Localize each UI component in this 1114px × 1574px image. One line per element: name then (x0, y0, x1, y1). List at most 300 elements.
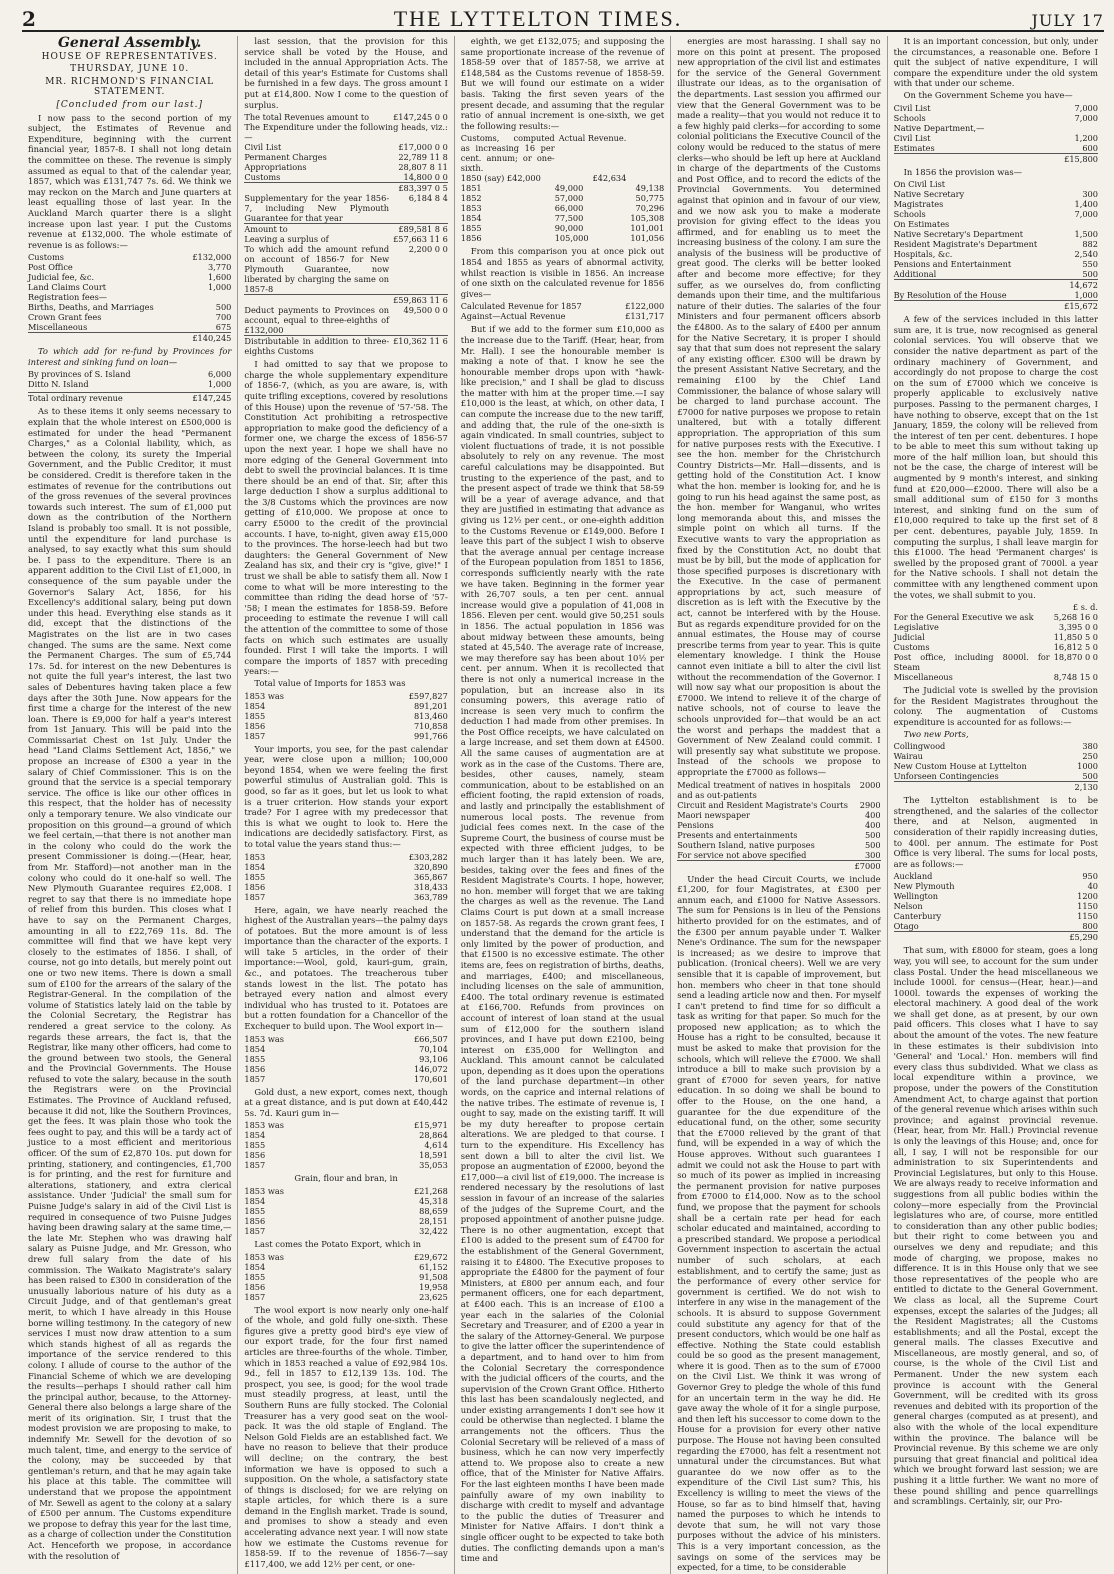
table-value: 800 (1082, 921, 1098, 932)
wool-table (244, 1034, 447, 1084)
table-value: 22,789 11 8 (398, 152, 448, 163)
table-value: 700 (215, 312, 232, 323)
table-row (244, 1226, 447, 1236)
table-row (28, 302, 231, 312)
table-row (244, 162, 447, 172)
table-value: £132,000 (192, 252, 232, 263)
table-header: Actual Revenue. (558, 133, 627, 144)
table-value: 16,812 5 0 (1053, 642, 1098, 653)
table-label: New Custom House at Lyttelton (893, 761, 1027, 772)
table-value: £89,581 8 6 (389, 224, 448, 235)
table-value: 50,775 (635, 193, 665, 204)
table-label: Miscellaneous (28, 322, 88, 333)
table-label: Land Claims Court (28, 282, 107, 293)
table-value: 6,000 (207, 369, 232, 380)
table-caption: Grain, flour and bran, in (294, 1173, 398, 1184)
table-label: For the General Executive we ask (893, 612, 1034, 623)
table-label: Civil List (893, 132, 931, 143)
table-row (244, 1074, 447, 1084)
table-row (244, 1160, 447, 1170)
table-value: 600 (1082, 142, 1098, 153)
column-1 (22, 36, 238, 1574)
table-row (894, 209, 1098, 219)
table-value: 88,659 (419, 1206, 448, 1216)
issue-date: JULY 17 (1031, 11, 1104, 30)
paragraph: The wool export is now nearly only one-half of the whole, and gold fully one-sixth. These figures give a pretty good bird's eye view of our export trade, for the four first named articles are three-fourths of the whole. Timber, which in 1853 reached a value of £92,984 10s. 9d., fell in 1857 to £12,139 13s. 10d. The prospect, you see, is good; for the wool trade must steadily progress, at least, until the Southern Runs are fully stocked. The Colonial Treasurer has a very good seat on the wool-pack. It was the old staple of England. The Nelson Gold Fields are an established fact. We have no reason to believe that their produce will decline; on the contrary, the best information we have is opposed to such a supposition. On the whole, a satisfactory state of things is disclosed; for we are relying on staple articles, for which there is a sure demand in the English market. Trade is sound, and promises to show a steady and even accelerating advance next year. I will now state how we estimate the Customs revenue for 1858-59. If to the revenue of 1856-7—say £117,400, we add 12½ per cent, or one- (244, 1304, 448, 1569)
table-label: Hospitals, &c. (893, 249, 953, 260)
table-label: 105,000 (554, 233, 589, 244)
table-label: Otago (893, 921, 919, 932)
table-value: 1,500 (1074, 229, 1098, 240)
table-label: 1856 (244, 1150, 266, 1161)
table-label: Additional (893, 269, 937, 280)
table-value: 891,201 (413, 700, 448, 711)
table-row (244, 1272, 447, 1282)
table-row (244, 142, 447, 152)
table-value: 1,000 (1074, 290, 1098, 301)
table-label: 1850 (say) £42,000 (460, 173, 541, 184)
table-value: 11,850 5 0 (1053, 632, 1098, 643)
table-value: 61,152 (419, 1261, 448, 1272)
table-units: £ s. d. (1072, 602, 1098, 613)
table-row (894, 143, 1098, 154)
table-value: 23,625 (419, 1291, 448, 1302)
table-label: Judicial (893, 632, 925, 643)
table-label: Maori newspaper (677, 809, 750, 820)
table-row (28, 292, 231, 302)
table-value: 500 (215, 302, 232, 313)
table-row (894, 199, 1098, 209)
table-label: Pensions and Entertainment (893, 259, 1012, 270)
table-row (244, 1216, 447, 1226)
table-value: 19,958 (419, 1281, 448, 1292)
imports-table (244, 691, 447, 741)
section-heading: General Assembly. (57, 35, 202, 51)
table-label: 90,000 (554, 223, 584, 234)
table-value: 2000 (859, 779, 881, 790)
table-label: 1855 (244, 871, 266, 882)
table-row (244, 1044, 447, 1054)
table-value: 400 (864, 809, 881, 820)
table-label: Leaving a surplus of (244, 234, 329, 245)
table-label: 1855 (460, 223, 482, 234)
table-value: 300 (1082, 189, 1098, 200)
table-row (894, 771, 1098, 782)
article-columns (22, 35, 1104, 1573)
table-value: 40 (1087, 881, 1098, 892)
table-row (461, 173, 664, 183)
table-row (677, 850, 880, 861)
table-label: Civil List (893, 102, 931, 113)
table-value: 70,296 (635, 203, 665, 214)
table-label: 1853 (244, 851, 266, 862)
revenue-total: £140,245 (179, 333, 231, 344)
table-row (894, 652, 1098, 672)
table-label: 77,500 (554, 213, 584, 224)
table-label: 1857 (244, 1160, 266, 1171)
executive-votes-table (894, 602, 1098, 682)
column-3 (455, 36, 671, 1574)
table-label: 1854 (244, 700, 266, 711)
table-row (244, 1252, 447, 1262)
table-row (244, 862, 447, 872)
table-label: Miscellaneous (893, 672, 953, 683)
table-row (244, 1064, 447, 1074)
table-label: Native Secretary (893, 189, 965, 200)
table-label: 1857 (244, 1226, 266, 1236)
table-label: 1855 (244, 710, 266, 721)
session-date: THURSDAY, JUNE 10. (70, 64, 190, 75)
table-row (894, 189, 1098, 199)
table-row (894, 219, 1098, 229)
table-label: 1854 (460, 213, 482, 224)
table-value: 250 (1082, 751, 1098, 762)
table-label: 1854 (244, 1130, 266, 1141)
table-value: 1,200 (1074, 132, 1098, 143)
table-value: £17,000 0 0 (398, 142, 448, 153)
table-value: 32,422 (419, 1226, 448, 1236)
paragraph: The Judicial vote is swelled by the provision for the Resident Magistrates throughout the colony. The augmentation of Customs expenditure is accounted for as follows:— (893, 685, 1098, 727)
table-value: £147,245 0 0 (393, 112, 448, 123)
table-row (677, 800, 880, 810)
table-label: Schools (893, 112, 926, 123)
table-label: On Civil List (893, 179, 946, 190)
table-row (244, 882, 447, 892)
native-appropriation-table (677, 780, 880, 871)
table-row (461, 311, 664, 321)
table-label: 1854 (244, 1261, 266, 1272)
table-row (244, 172, 447, 183)
table-value: 1150 (1077, 911, 1098, 922)
table-value: 320,890 (413, 861, 448, 872)
surplus-table (244, 112, 447, 356)
table-row (244, 1282, 447, 1292)
table-row (894, 881, 1098, 891)
table-value: 14,800 0 0 (403, 172, 448, 183)
ordinary-label: Total ordinary revenue (28, 393, 168, 404)
table-label: Customs (28, 252, 64, 263)
table-value: £15,971 (413, 1120, 448, 1131)
table-label: 1854 (244, 1196, 266, 1206)
table-value: 1,000 (207, 282, 232, 293)
paragraph: It is an important concession, but only, under the circumstances, a reasonable one. Before I quit the subject of native expenditure, I will compare the expenditure under the old system with that under our scheme. (893, 36, 1098, 89)
provision-1856-table (894, 179, 1098, 311)
table-value: 813,460 (413, 710, 448, 721)
table-row (894, 229, 1098, 239)
table-row (461, 213, 664, 223)
table-value: 35,053 (419, 1160, 448, 1171)
table-value: 28,807 8 11 (398, 162, 448, 173)
table-value: 300 (864, 849, 881, 860)
table-label: Births, Deaths, and Marriages (28, 302, 154, 313)
table-row (244, 892, 447, 902)
paragraph: That sum, with £8000 for steam, goes a long way, you will see, to account for the sum under class Postal. Under the head miscellaneous we include 1000l. for census—(Hear, hear.)—and 1000l. towards the expenses of working the electoral machinery. A good deal of the work we shall get done, as at present, by our own paid officers. This closes what I have to say about the amount of the votes. The new feature in these estimates is their subdivision into 'General' and 'Local.' Hon. members will find every class thus subdivided. What we class as local expenditure within a province, we propose, under the powers of the Constitution Amendment Act, to charge against that portion of the general revenue which arises within such province; and against provincial revenue. (Hear, hear, from Mr. Hall.) Provincial revenue is only the leavings of this House; and, once for all, I say, I will not be responsible for our administration to six Superintendents and Provincial Legislatures, but only to this House. We are always ready to receive information and suggestions from all public bodies within the colony—more especially from the Provincial legislatures who are, of course, more entitled to consideration than any other public bodies; but their right to come between you and ourselves we deny and repudiate; and this mode of charging, we propose, makes no difference. It is in this House only that we see those representatives of the people who are entitled to dictate to the General Government. We class as local, all the Supreme Court expenses, except the salaries of the Judges; all the Resident Magistrates; all the Customs establishments; and all the Postal, except the general mails. The classes Executive and Miscellaneous, are mostly general, and so, of course, is the whole of the Civil List and Permanent. Under the new system each province is account with the General Government, will be credited with its gross revenues and debited with its proportion of the general charges (computed as at present), and also with the whole of the local expenditure within the province. The balance will be Provincial revenue. By this scheme we are only pursuing that great financial and political idea which we brought forward last session; we are pushing it a little further. We want no more of these pound shilling and pence quarrellings and scramblings. Certainly, sir, our Pro- (893, 945, 1098, 1507)
table-label: Civil List (244, 142, 282, 153)
table-row (894, 751, 1098, 761)
table-row (894, 672, 1098, 682)
table-value: 2,540 (1074, 249, 1098, 260)
table-value: 3,770 (207, 262, 232, 273)
table-value: £597,827 (408, 690, 448, 701)
table-label: Southern Island, native purposes (677, 839, 815, 850)
table-value: 1200 (1077, 891, 1098, 902)
table-value: 2,200 0 0 (408, 244, 448, 255)
table-row (244, 1130, 447, 1140)
table-value: £15,672 (1055, 301, 1098, 312)
table-label: 1851 (460, 183, 482, 194)
table-label: Registration fees— (28, 292, 107, 303)
ordinary-total: £147,245 (168, 393, 232, 404)
table-row (244, 1120, 447, 1130)
table-value: 500 (1082, 269, 1098, 280)
house-heading: HOUSE OF REPRESENTATIVES. (41, 51, 218, 62)
table-value: 28,151 (419, 1216, 448, 1226)
table-value (1055, 219, 1098, 229)
grain-table (244, 1186, 447, 1236)
table-label: Post office, including 8000l. for Steam (893, 652, 1050, 673)
table-row (894, 133, 1098, 143)
table-row (244, 1140, 447, 1150)
table-value (1038, 123, 1098, 133)
table-row (244, 691, 447, 701)
table-label: Schools (893, 209, 926, 220)
table-value: 950 (1082, 871, 1098, 882)
paragraph: The Lyttelton establishment is to be strengthened, and the salaries of the collector there, and at Nelson, augmented in consideration of their rapidly increasing duties, to 400l. per annum. The estimate for Post Office is very liberal. The sums for local posts, are as follows:— (893, 795, 1098, 869)
table-value: 1,400 (1074, 199, 1098, 210)
table-row (461, 183, 664, 193)
table-label: 1855 (244, 1206, 266, 1216)
table-row (894, 911, 1098, 921)
table-value: £131,717 (625, 311, 665, 322)
table-row (894, 103, 1098, 113)
table-label: The total Revenues amount to (244, 112, 370, 123)
table-value: £122,000 (625, 301, 665, 312)
table-value: 4,614 (424, 1140, 448, 1151)
table-label: 1856 (244, 1063, 266, 1074)
table-label: On Estimates (893, 219, 950, 230)
table-value: £66,507 (413, 1033, 448, 1044)
table-value: £57,663 11 6 (393, 234, 448, 245)
table-row (28, 272, 231, 282)
table-caption: Total value of Imports for 1853 was (254, 677, 406, 688)
table-row (461, 193, 664, 203)
table-value: 550 (1082, 259, 1098, 270)
table-label: To which add the amount refund on account of 1856-7 for New Plymouth Guarantee, now liberated by charging the same on 1857-8 (244, 244, 390, 295)
table-value: 6,184 8 4 (408, 193, 448, 204)
page-number: 2 (22, 7, 36, 31)
table-label: Resident Magistrate's Department (893, 239, 1038, 250)
table-label: 1852 (460, 193, 482, 204)
table-row (894, 249, 1098, 259)
table-value: 2900 (859, 799, 881, 810)
speech-title: MR. RICHMOND'S FINANCIAL STATEMENT. (45, 76, 215, 98)
table-value: 380 (1082, 741, 1098, 752)
paragraph: eighth, we get £132,075; and supposing the same proportionate increase of the revenue of 1858-59 over that of 1857-58, we arrive at £148,584 as the Customs revenue of 1858-59. But we will found our estimate on a wider basis. Taking the first seven years of the present decade, and assuming that the regular ratio of annual increment is one-sixth, we get the following results:— (460, 36, 665, 131)
paragraph: Under the head Circuit Courts, we include £1,200, for four Magistrates, at £300 per annum each, and £1000 for Native Assessors. The sum for Pensions is in lieu of the Pensions hitherto provided for on the estimates, and of the £300 per annum payable under T. Walker Nene's Ordinance. The sum for the newspaper is increased; as we desire to improve that publication. (Ironical cheers). Well we are very sensible that it is capable of improvement, but hon. members who cheer in that tone should send a leading article now and then. For myself I can't pretend to find time for so difficult a task as writing for that paper. So much for the proposed new application; as to which the House has a right to be consulted, because it must be asked to make that provision for the schools, which will relieve the £7000. We shall introduce a bill to make such provision by a grant of £7000 for seven years, for native education. In so doing we shall be bound to offer to the House, on the one hand, a guarantee for the due expenditure of the educational fund, on the other, some security that the £7000 relieved by the grant of that fund, will be expended in a way of which the House approves. Without such guarantees I admit we could not ask the House to part with so much of its power as implied in increasing the permanent provision for native purposes from £7000 to £14,000. Now as to the school fund, we propose that the payment for schools shall be a certain rate per head for each scholar educated and maintained, according to a prescribed standard. We propose a periodical Government inspection to ascertain the actual number of such scholars, at each establishment, and to certify the same; just as the performance of every other service for government is certified. We do not wish to interfere in any wise in the management of the schools. It is absurd to suppose Government could substitute any agency for that of the present conductors, which would be one half as effective. Nothing the State could establish could be so good as the present management, where it is good. Then as to the sum of £7000 on the Civil List. We think it was wrong of Governor Grey to pledge the whole of this fund for an uncertain term in the way he did. He gave away the whole of it for a single purpose, and then left his successor to come down to the House for a provision for every other native purpose. The House not having been consulted regarding the £7000, has felt a resentment not unnatural under the circumstances. But what guarantee do we now offer as to the expenditure of the Civil List sum? This, his Excellency is willing to meet the views of the House, so far as to bind himself that, having named the purposes to which he intends to devote that sum, he will not vary those purposes without the advice of his ministers. This is a very important concession, as the savings on some of the services may be expected, for a time, to be considerable (677, 873, 881, 1573)
table-label: Permanent Charges (244, 152, 327, 163)
table-row (244, 731, 447, 741)
table-value: 14,672 (1055, 280, 1098, 291)
table-value: 3,395 0 0 (1058, 622, 1098, 633)
table-label: 66,000 (554, 203, 584, 214)
paragraph: I had omitted to say that we propose to charge the whole supplementary expenditure of 1856-7, (which, as you are aware, is, with quite trifling exceptions, covered by resolutions of this House) upon the revenue of '57-'58. The Constitution Act prohibiting a retrospective appropriation to make good the deficiency of a former one, we charge the excess of 1856-57 upon the next year. I hope we shall have no more edging of the General Government into debt to swell the provincial balances. It is time there should be an end of that. Sir, after this large deduction I show a surplus additional to the 3/8 Customs which the provinces are now getting of £10,000. We propose at once to carry £5000 to the credit of the provincial accounts. I have, to-night, given away £15,000 to the provinces. The horse-leech had but two daughters: the General Government of New Zealand has six, and their cry is "give, give!" I trust we shall be able to satisfy them all. Now I come to what will be more interesting to the committee than riding the dead horse of '57-'58; I mean the estimates for 1858-59. Before proceeding to estimate the revenue I will call the attention of the committee to some of those facts on which such estimates are usually founded. First I will take the imports. I will compare the imports of 1857 with preceding years:— (244, 359, 448, 677)
table-row (677, 780, 880, 800)
table-row (461, 203, 664, 213)
table-value: 500 (864, 829, 881, 840)
table-label: Medical treatment of natives in hospitals and as out-patients (677, 779, 851, 800)
table-row (894, 632, 1098, 642)
table-label: Canterbury (893, 911, 942, 922)
table-value: 8,748 15 0 (1053, 672, 1098, 683)
government-scheme-table (894, 103, 1098, 164)
table-label: 49,000 (554, 183, 584, 194)
table-caption: In 1856 the provision was— (903, 166, 1023, 177)
table-row (244, 872, 447, 882)
table-label: 1855 (244, 1140, 266, 1151)
table-label: Ditto N. Island (28, 379, 89, 390)
table-label: By provinces of S. Island (28, 369, 131, 380)
table-value: £29,672 (413, 1251, 448, 1262)
table-label: 1856 (460, 233, 482, 244)
table-label: 1857 (244, 891, 266, 902)
table-label: For service not above specified (677, 849, 807, 860)
table-row (894, 741, 1098, 751)
kauri-table (244, 1120, 447, 1170)
table-row (894, 901, 1098, 911)
table-value: 318,433 (413, 881, 448, 892)
table-value: 18,870 0 0 (1053, 652, 1098, 663)
table-value: £83,397 0 5 (389, 183, 448, 194)
table-value (179, 292, 231, 302)
table-row (244, 1196, 447, 1206)
paragraph: Your imports, you see, for the past calendar year, were close upon a million; 100,000 beyond 1854, when we were feeling the first powerful stimulus of Australian gold. This is good, so far as it goes, but let us look to what is a truer criterion. How stands your export trade? For I agree with my predecessor that this is what we ought to look to. Here the indications are decidedly satisfactory. First, as to total value the years stand thus:— (244, 743, 448, 849)
table-value: 146,072 (413, 1063, 448, 1074)
paragraph: As to these items it only seems necessary to explain that the whole interest on £500,000 is estimated for under the head "Permanent Charges," as a Colonial liability, which, as between the colony, its surety the Imperial Government, and the Public Creditor, it must be considered. Credit is therefore taken in the estimates of revenue for the contributions out of the gross revenues of the several provinces towards such interest. The sum of £1,000 put down as the contribution of the Northern Island is probably too small. It is not possible, until the expenditure for land purchase is analysed, to say exactly what this sum should be. I pass to the expenditure. There is an apparent addition to the Civil List of £1,000, in consequence of the sum payable under the Governor's Salary Act, 1856, for his Excellency's additional salary, being put down under this head. Everything else stands as it did, except that the distinctions of the Magistrates on the list are in two cases changed. The sums are the same. Next come the Permanent Charges. The sum of £5,744 17s. 5d. for interest on the new Debentures is not quite the full year's interest, the last two sales of Debentures having taken place a few days after the 30th June. Now appears for the first time a charge for the interest of the new loan. There is £9,000 for half a year's interest from 1st January. This will be paid into the Commissariat Chest on 1st July. Under the head "Land Claims Settlement Act, 1856," we propose an increase of £300 a year in the salary of Chief Commissioner. This is on the ground that the service is a special temporary service. The office is like our other offices in this respect, that the holder has of necessity only a temporary tenure. We also vindicate our proposition on this ground—a ground of which we feel certain,—that there is not another man in the colony who could do the work the present Commissioner is doing.—(Hear, hear, from Mr. Stafford)—not another man in the colony who could do it one-half so well. The New Plymouth Guarantee requires £2,008. I regret to say that there is no immediate hope of relief from this burden. This closes what I have to say on the Permanent Charges, amounting in all to £22,769 11s. 8d. The committee will find that we have kept very closely to the estimates of 1856. I shall, of course, not go into details, but merely point out one or two new items. There is down a small sum of £100 for the arrears of the salary of the Registrar-General. In the compilation of the volume of Statistics lately laid on the table by the Colonial Secretary, the Registrar has rendered a great service to the colony. As regards these arrears, the fact is, that the Registrar, like many other officers, had come to the ground between two stools, the General and the Provincial Governments. The House refused to vote the salary, because in the south the Registrars were on the Provincial Estimates. The Province of Auckland refused, because it did not, like the Southern Provinces, get the fees. It was plain those who took the fees ought to pay, and this will be a tardy act of justice to a most efficient and meritorious officer. Of the sum of £2,870 10s. put down for printing, stationery, and contingencies, £1,700 is for printing, and the rest for furniture and alterations, stationery, and extra clerical assistance. Under 'Judicial' the small sum for Puisne Judge's salary in aid of the Civil List is required in consequence of two Puisne Judges having been drawing salary at the same time,—the late Mr. Stephen who was drawing half salary as Puisne Judge, and Mr. Gresson, who drew full salary from the date of his commission. The Waikato Magistrate's salary has been raised to £300 in consideration of the unusually laborious nature of his duty as a Circuit Judge, and of that gentleman's great merit, to which I have already in this House borne willing testimony. In the category of new services I must now draw attention to a sum which stands highest of all as regards the importance of the service rendered to this colony. I allude of course to the author of the Financial Scheme of which we are developing the results—perhaps I should rather call him the principal author, because, to the Attorney-General there also belongs a large share of the merit of its origination. Sir, I trust that the modest provision we are proposing to make, to indemnify Mr. Sewell for the devotion of so much talent, time, and energy to the service of the colony, may be succeeded by that gentleman's return, and that he may again take his place at this table. The committee will understand that we propose the appointment of Mr. Sewell as agent to the colony at a salary of £500 per annum. The Customs expenditure we propose to defray this year for the last time, as a charge of collection under the Constitution Act. Henceforth we propose, in accordance with the resolution of (28, 406, 232, 1561)
table-value: 363,789 (413, 891, 448, 902)
table-value: 70,104 (419, 1043, 448, 1054)
table-row (28, 379, 231, 389)
column-5 (888, 36, 1104, 1574)
paragraph: energies are most harassing. I shall say no more on this point at present. The proposed new appropriation of the civil list and estimates for the service of the General Government illustrate our ideas, as to the organisation of the departments. Last session you affirmed our view that the General Government was to be made a reality—that you would not reduce it to a few highly paid clerks—for according to some colonial politicians the Executive Council of the colony would be reduced to the status of mere clerks—who should be left up here at Auckland in charge of the departments of the Customs and Post Office, and to record the edicts of the Provincial Governments. You determined against that opinion and in favour of our view, and we now ask you to make a moderate provision for giving effect to the ideas you affirmed, and for enabling us to meet the increasing business of the colony. I am sure the analysis of the business will be productive of great good. The clerks will be better looked after and become more effective; for they suffer, as we ourselves do, from conflicting demands upon their time, and the multifarious nature of their duties. The salaries of the four Ministers and four permanent officers absorb the £4800. As to the salary of £400 per annum for the Native Secretary, it is proper I should say that that sum does not represent the salary of any existing officer. £300 will be drawn by the present Assistant Native Secretary, and the remaining £100 by the Chief Land Commissioner, the balance of whose salary will be charged to land purchase account. The £7000 for native purposes we propose to retain unaltered, but with a totally different appropriation. The appropriation of this sum for native purposes rests with the Executive. I see the hon. member for the Christchurch Country Districts—Mr. Hall—dissents, and is getting hold of the Constitution Act. I know what the hon. member is looking for, and he is going to run his head against the same post, as the hon. member for Wanganui, who writes long memoranda about this, and misses the simple point on which all turns. If the Executive wants to vary the appropriation as fixed by the Constitution Act, no doubt that must be by bill, but the mode of application for those specified purposes is discretionary with the Executive. In the case of permanent appropriations by act, such measure of discretion as is left with the Executive by the act, cannot be interfered with by the House. But as regards expenditure provided for on the annual estimates, the House may of course prescribe terms from year to year. This is quite elementary knowledge. I think the House cannot even initiate a bill to alter the civil list without the recommendation of the Governor. I will now say what our proposition is about the £7000. We intend to relieve it of the charge of native schools, not of course to leave the schools unprovided for—that would be an act the worst and perhaps the maddest that a Government of New Zealand could commit. I will presently say what substitute we propose. Instead of the schools we propose to appropriate the £7000 as follows— (677, 36, 881, 777)
table-label: Presents and entertainments (677, 829, 798, 840)
table-value: 49,138 (635, 183, 665, 194)
table-value: 28,864 (419, 1130, 448, 1141)
paragraph: Gold dust, a new export, comes next, though at a great distance, and is put down at £40,442 5s. 7d. Kauri gum in— (244, 1086, 448, 1118)
table-label: 1856 (244, 720, 266, 731)
table-value: 49,500 0 0 (403, 305, 448, 316)
table-row (677, 830, 880, 840)
table-label: 1856 (244, 881, 266, 892)
table-label: Unforseen Contingencies (893, 771, 999, 782)
table-row (677, 820, 880, 830)
table-label: By Resolution of the House (893, 290, 1007, 301)
table-label: 1856 (244, 1281, 266, 1292)
table-row (894, 761, 1098, 771)
table-row (461, 223, 664, 233)
table-caption: On the Government Scheme you have— (903, 89, 1073, 100)
table-label: 57,000 (554, 193, 584, 204)
table-row (28, 369, 231, 379)
table-value: 365,867 (413, 871, 448, 882)
table-row (894, 259, 1098, 269)
paragraph: I now pass to the second portion of my subject, the Estimates of Revenue and Expenditure, beginning with the current financial year, 1857-8. I shall not long detain the committee on these. The revenue is simply assumed as equal to that of the calendar year, 1857, which was £131,747 7s. 6d. We think we may reckon on the March and June quarters at least equalling those of last year. In the Auckland March quarter there is a slight increase upon last year. I put the Customs revenue at £132,000. The whole estimate of revenue is as follows:— (28, 112, 232, 250)
table-value: 1000 (1077, 761, 1098, 772)
table-label: Distributable in addition to three-eighths Customs (244, 336, 390, 357)
table-row (28, 312, 231, 322)
table-row (244, 152, 447, 162)
table-label: 1853 was (244, 1033, 284, 1044)
table-value: 675 (215, 322, 232, 333)
table-row (244, 721, 447, 731)
table-value: 1,000 (207, 379, 232, 390)
table-row (894, 622, 1098, 632)
table-value: 400 (864, 819, 881, 830)
table-row (244, 1262, 447, 1272)
table-label: Judicial fee, &c. (28, 272, 95, 283)
paragraph: last session, that the provision for this service shall be voted by the House, and included in the annual Appropriation Acts. The detail of this year's Estimate for Customs shall be furnished in a few days. The gross amount I put at £14,800. Now I come to the question of surplus. (244, 36, 448, 110)
paragraph: Here, again, we have nearly reached the highest of the Australian years—the palmy days of potatoes. But the more amount is of less importance than the character of the exports. I will take 5 articles, in the order of their importance:—Wool, gold, kauri-gum, grain, &c., and potatoes. The treacherous tuber stands lowest in the list. The potato has betrayed every nation and almost every individual who has trusted to it. Potatoes are but a rotten foundation for a Chancellor of the Exchequer to build upon. The Wool export in— (244, 904, 448, 1032)
table-value: 882 (1082, 239, 1098, 250)
ordinary-revenue (28, 392, 231, 403)
table-header: Customs, computed as increasing 16 per cent. annum; or one-sixth. (460, 133, 555, 174)
table-value: 91,508 (419, 1271, 448, 1282)
table-caption: Last comes the Potato Export, which in (254, 1239, 421, 1249)
table-value: 7,000 (1074, 209, 1098, 220)
calculated-revenue-table (461, 301, 664, 321)
table-label: 1854 (244, 861, 266, 872)
table-label: 1855 (244, 1053, 266, 1064)
table-row (244, 711, 447, 721)
table-row (894, 113, 1098, 123)
table-value: 5,268 16 0 (1053, 612, 1098, 623)
exports-table (244, 852, 447, 902)
table-value: 45,318 (419, 1196, 448, 1206)
table-label: Post Office (28, 262, 73, 273)
column-4 (671, 36, 887, 1574)
customs-comparison-table (461, 133, 664, 243)
table-row (28, 262, 231, 272)
table-label: 1855 (244, 1271, 266, 1282)
table-label: Against—Actual Revenue (460, 311, 566, 322)
table-label: 1853 was (244, 1120, 284, 1131)
column-2 (238, 36, 454, 1574)
table-label: The Expenditure under the following heads, viz.:— (244, 122, 448, 143)
table-value (1055, 179, 1098, 189)
table-row (894, 179, 1098, 189)
local-posts-table (894, 871, 1098, 942)
table-row (244, 852, 447, 862)
table-label: Nelson (893, 901, 923, 912)
table-value: £5,290 (1027, 932, 1098, 943)
table-row (894, 921, 1098, 932)
table-label: Native Secretary's Department (893, 229, 1024, 240)
table-value: 105,308 (630, 213, 665, 224)
table-label: Deduct payments to Provinces on account, equal to three-eighths of £132,000 (244, 305, 390, 336)
table-value: 710,858 (413, 720, 448, 731)
revenue-table (28, 252, 231, 343)
table-row (677, 810, 880, 820)
table-value: £42,634 (592, 173, 627, 184)
newspaper-title: THE LYTTELTON TIMES. (393, 6, 683, 31)
table-row (244, 1034, 447, 1044)
table-label: Circuit and Resident Magistrate's Courts (677, 799, 848, 810)
table-label: Appropriations (244, 162, 307, 173)
table-label: 1857 (244, 1073, 266, 1084)
table-label: 1857 (244, 1291, 266, 1302)
refund-table (28, 369, 231, 389)
table-value: £10,362 11 6 (389, 336, 448, 357)
table-row (244, 1150, 447, 1160)
